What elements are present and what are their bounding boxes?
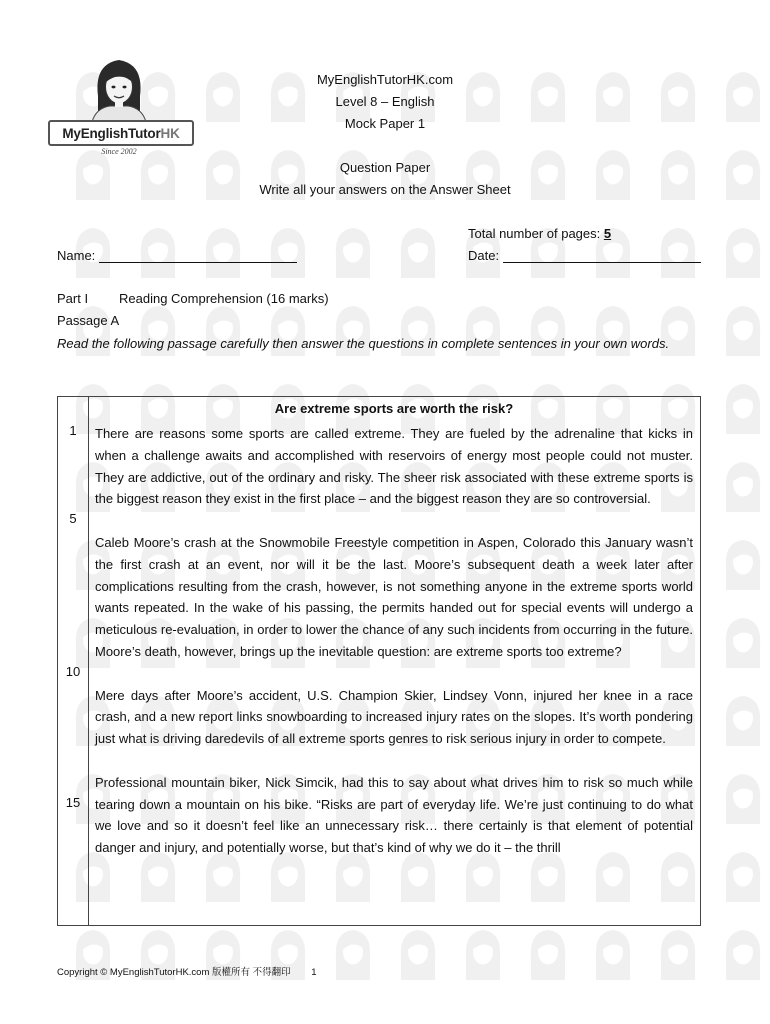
page-number: 1 — [311, 967, 317, 978]
passage-text — [95, 423, 693, 881]
total-pages-label: Total number of pages: — [468, 226, 601, 241]
passage-box — [57, 396, 701, 926]
line-number: 1 — [69, 423, 77, 438]
line-number: 10 — [65, 664, 81, 679]
header-paper: Mock Paper 1 — [344, 116, 426, 131]
brand-wordmark: MyEnglishTutor HK — [48, 120, 194, 146]
line-number: 15 — [65, 795, 81, 810]
date-field — [468, 248, 701, 263]
tutor-portrait-icon — [88, 56, 150, 122]
passage-title: Are extreme sports are worth the risk? — [274, 401, 514, 416]
name-field — [57, 248, 297, 263]
passage-paragraph: There are reasons some sports are called extreme. They are fueled by the adrenaline that kicks in when a challenge awaits and accomplished with reservoirs of energy most people could not muster. They are addictive, out of the ordinary and risky. The sheer risk associated with these extreme sports is the biggest reason they exist in the first place – and the biggest reason they are so controversial. — [95, 426, 693, 507]
total-pages — [468, 226, 611, 241]
line-number-column — [58, 397, 89, 925]
passage-paragraph: Mere days after Moore’s accident, U.S. Champion Skier, Lindsey Vonn, injured her knee in a race crash, and a new report links snowboarding to increased injury rates on the slopes. It’s worth pondering just what is driving daredevils of all extreme sports genres to risk serious injury in order to compete. — [95, 687, 693, 747]
reading-instructions: Read the following passage carefully then answer the questions in complete sentences in your own words. — [57, 336, 670, 351]
part-title: Reading Comprehension (16 marks) — [119, 291, 329, 306]
name-blank-line[interactable] — [99, 248, 297, 263]
header-level: Level 8 – English — [335, 94, 435, 109]
answer-instruction: Write all your answers on the Answer Sheet — [259, 182, 511, 197]
brand-since: Since 2002 — [101, 147, 137, 156]
line-number: 5 — [69, 511, 77, 526]
passage-paragraph: Caleb Moore’s crash at the Snowmobile Freestyle competition in Aspen, Colorado this January wasn’t the first crash at an event, nor will it be the last. Moore’s subsequent death a week later after complications resulting from the crash, however, is not something anyone in the extreme sports world wants repeated. In the wake of his passing, the permits handed out for special events will undergo a meticulous re-evaluation, in order to lower the chance of any such incidents from occurring in the future. Moore’s death, however, brings up the inevitable question: are extreme sports too extreme? — [95, 534, 693, 659]
part-label: Part I — [57, 291, 89, 306]
date-label: Date: — [468, 248, 500, 263]
name-label: Name: — [57, 248, 96, 263]
copyright-text: Copyright © MyEnglishTutorHK.com 版權所有 不得翻印 — [57, 967, 291, 978]
passage-paragraph: Professional mountain biker, Nick Simcik, had this to say about what drives him to risk so much while tearing down a mountain on his bike. “Risks are part of everyday life. We’re just continuing to do what we love and so it doesn’t feel like an unnecessary risk… there certainly is that element of potential danger and injury, and potentially worse, but that’s kind of why we do it – the thrill — [95, 774, 693, 856]
total-pages-value: 5 — [603, 226, 612, 241]
passage-label: Passage A — [57, 313, 120, 328]
date-blank-line[interactable] — [503, 248, 701, 263]
header-site: MyEnglishTutorHK.com — [316, 72, 454, 87]
doc-type: Question Paper — [339, 160, 431, 175]
page-footer — [57, 964, 317, 978]
